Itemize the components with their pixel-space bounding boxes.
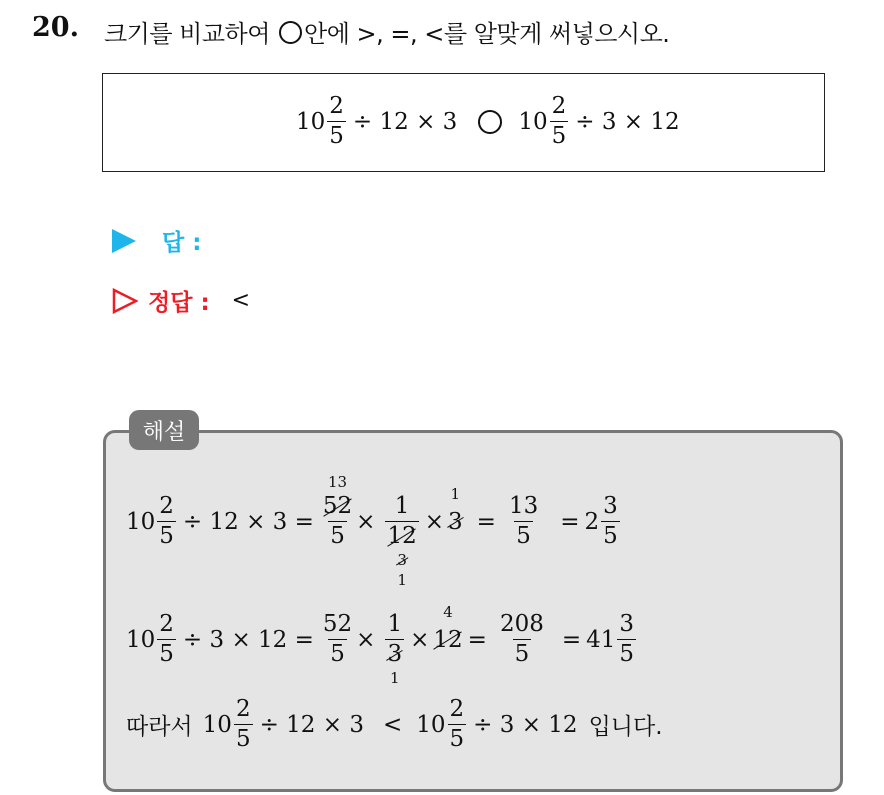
s1-f3-val: 3	[448, 508, 463, 535]
right-operations: ÷ 3 × 12	[575, 108, 680, 135]
s2-lhs-num: 2	[159, 611, 174, 637]
left-operations: ÷ 12 × 3	[352, 108, 458, 135]
s1-lhs-den: 5	[159, 523, 174, 549]
s2-lhs-fraction	[157, 613, 176, 666]
answer-line	[112, 224, 201, 257]
right-whole: 10	[518, 108, 548, 135]
s2-f3-small: 4	[443, 602, 453, 621]
s2-f3	[433, 602, 463, 653]
question-number: 20.	[32, 12, 79, 43]
question-text	[104, 14, 669, 49]
conclusion-right-den: 5	[449, 726, 465, 752]
s1-f1	[321, 473, 354, 549]
s2-f1	[321, 613, 354, 666]
conclusion-right-ops: ÷ 3 × 12	[473, 711, 578, 738]
conclusion-right-whole: 10	[416, 711, 446, 738]
s2-whole: 10	[126, 626, 156, 653]
solution-conclusion	[126, 698, 663, 751]
correct-answer-line	[112, 284, 250, 317]
s2-mixed-den: 5	[619, 641, 635, 667]
s1-times-1: ×	[356, 508, 376, 535]
conclusion-suffix: 입니다.	[588, 714, 663, 740]
s2-f2-den: 3	[387, 641, 403, 667]
question-text-before: 크기를 비교하여	[104, 20, 278, 48]
answer-triangle-icon	[112, 229, 136, 253]
conclusion-left-frac	[234, 698, 253, 751]
solution-line-1	[126, 473, 622, 589]
s2-mixed-frac	[617, 613, 636, 666]
right-numerator: 2	[551, 93, 567, 119]
correct-answer-triangle-icon	[112, 288, 138, 314]
s2-mixed-num: 3	[619, 611, 635, 637]
s1-eq2: =	[560, 508, 580, 535]
s2-r-num: 208	[499, 611, 544, 637]
s2-r-den: 5	[514, 641, 530, 667]
s1-f1-reduced: 13	[327, 473, 348, 491]
conclusion-left-num: 2	[235, 696, 251, 722]
s2-f3-val: 12	[433, 626, 463, 653]
right-denominator: 5	[551, 123, 567, 149]
s1-f2-den: 12	[387, 523, 417, 549]
s2-f2	[385, 611, 404, 687]
conclusion-right-frac	[448, 698, 467, 751]
s1-whole: 10	[126, 508, 156, 535]
s1-eq1: =	[476, 508, 496, 535]
correct-answer-label: 정답 :	[148, 290, 210, 316]
blank-circle-icon	[279, 21, 302, 44]
problem-expression	[296, 95, 685, 148]
s2-eq1: =	[467, 626, 487, 653]
s1-result	[507, 495, 540, 548]
s1-f2-den-reduced: 3	[397, 551, 407, 569]
left-whole: 10	[296, 108, 326, 135]
s1-lhs-fraction	[157, 495, 176, 548]
s1-times-2: ×	[424, 508, 445, 535]
s1-f2-den-reduced2: 1	[397, 571, 407, 589]
s1-r-num: 13	[508, 493, 539, 519]
s2-f1-num: 52	[322, 611, 353, 637]
s1-mixed-num: 3	[603, 493, 618, 519]
s1-f1-den: 5	[330, 523, 345, 549]
s1-f2	[385, 493, 418, 589]
s2-result	[498, 613, 546, 666]
s1-r-den: 5	[516, 523, 531, 549]
conclusion-left-whole: 10	[202, 711, 232, 738]
question-text-after: 안에 >, =, <를 알맞게 써넣으시오.	[304, 20, 670, 48]
conclusion-prefix: 따라서	[126, 714, 193, 740]
conclusion-right-num: 2	[449, 696, 465, 722]
s2-lhs-ops: ÷ 3 × 12 =	[182, 626, 314, 653]
s2-times-2: ×	[410, 626, 430, 653]
conclusion-sign: <	[382, 711, 403, 738]
s1-lhs-num: 2	[159, 493, 174, 519]
s2-f2-den-reduced: 1	[389, 669, 400, 687]
left-denominator: 5	[329, 123, 344, 149]
s1-mixed-whole: 2	[584, 508, 600, 535]
left-fraction	[327, 95, 346, 148]
correct-answer-value: <	[231, 288, 251, 313]
conclusion-left-ops: ÷ 12 × 3	[259, 711, 364, 738]
s1-mixed-frac	[601, 495, 620, 548]
s2-times-1: ×	[356, 626, 376, 653]
conclusion-left-den: 5	[235, 726, 251, 752]
s1-f2-num: 1	[394, 493, 410, 519]
answer-label: 답 :	[162, 230, 202, 256]
s2-eq2: =	[561, 626, 582, 653]
solution-line-2	[126, 602, 638, 687]
s1-mixed-den: 5	[603, 523, 618, 549]
s1-lhs-ops: ÷ 12 × 3 =	[182, 508, 314, 535]
left-numerator: 2	[329, 93, 344, 119]
s2-mixed-whole: 41	[586, 626, 616, 653]
s1-f3	[448, 484, 463, 535]
s2-lhs-den: 5	[159, 641, 174, 667]
compare-circle-icon	[478, 110, 502, 134]
s1-f3-small: 1	[450, 484, 461, 503]
solution-tab: 해설	[129, 410, 199, 450]
right-fraction	[550, 95, 569, 148]
s2-f1-den: 5	[330, 641, 345, 667]
s1-f1-num: 52	[322, 493, 353, 519]
s2-f2-num: 1	[387, 611, 403, 637]
